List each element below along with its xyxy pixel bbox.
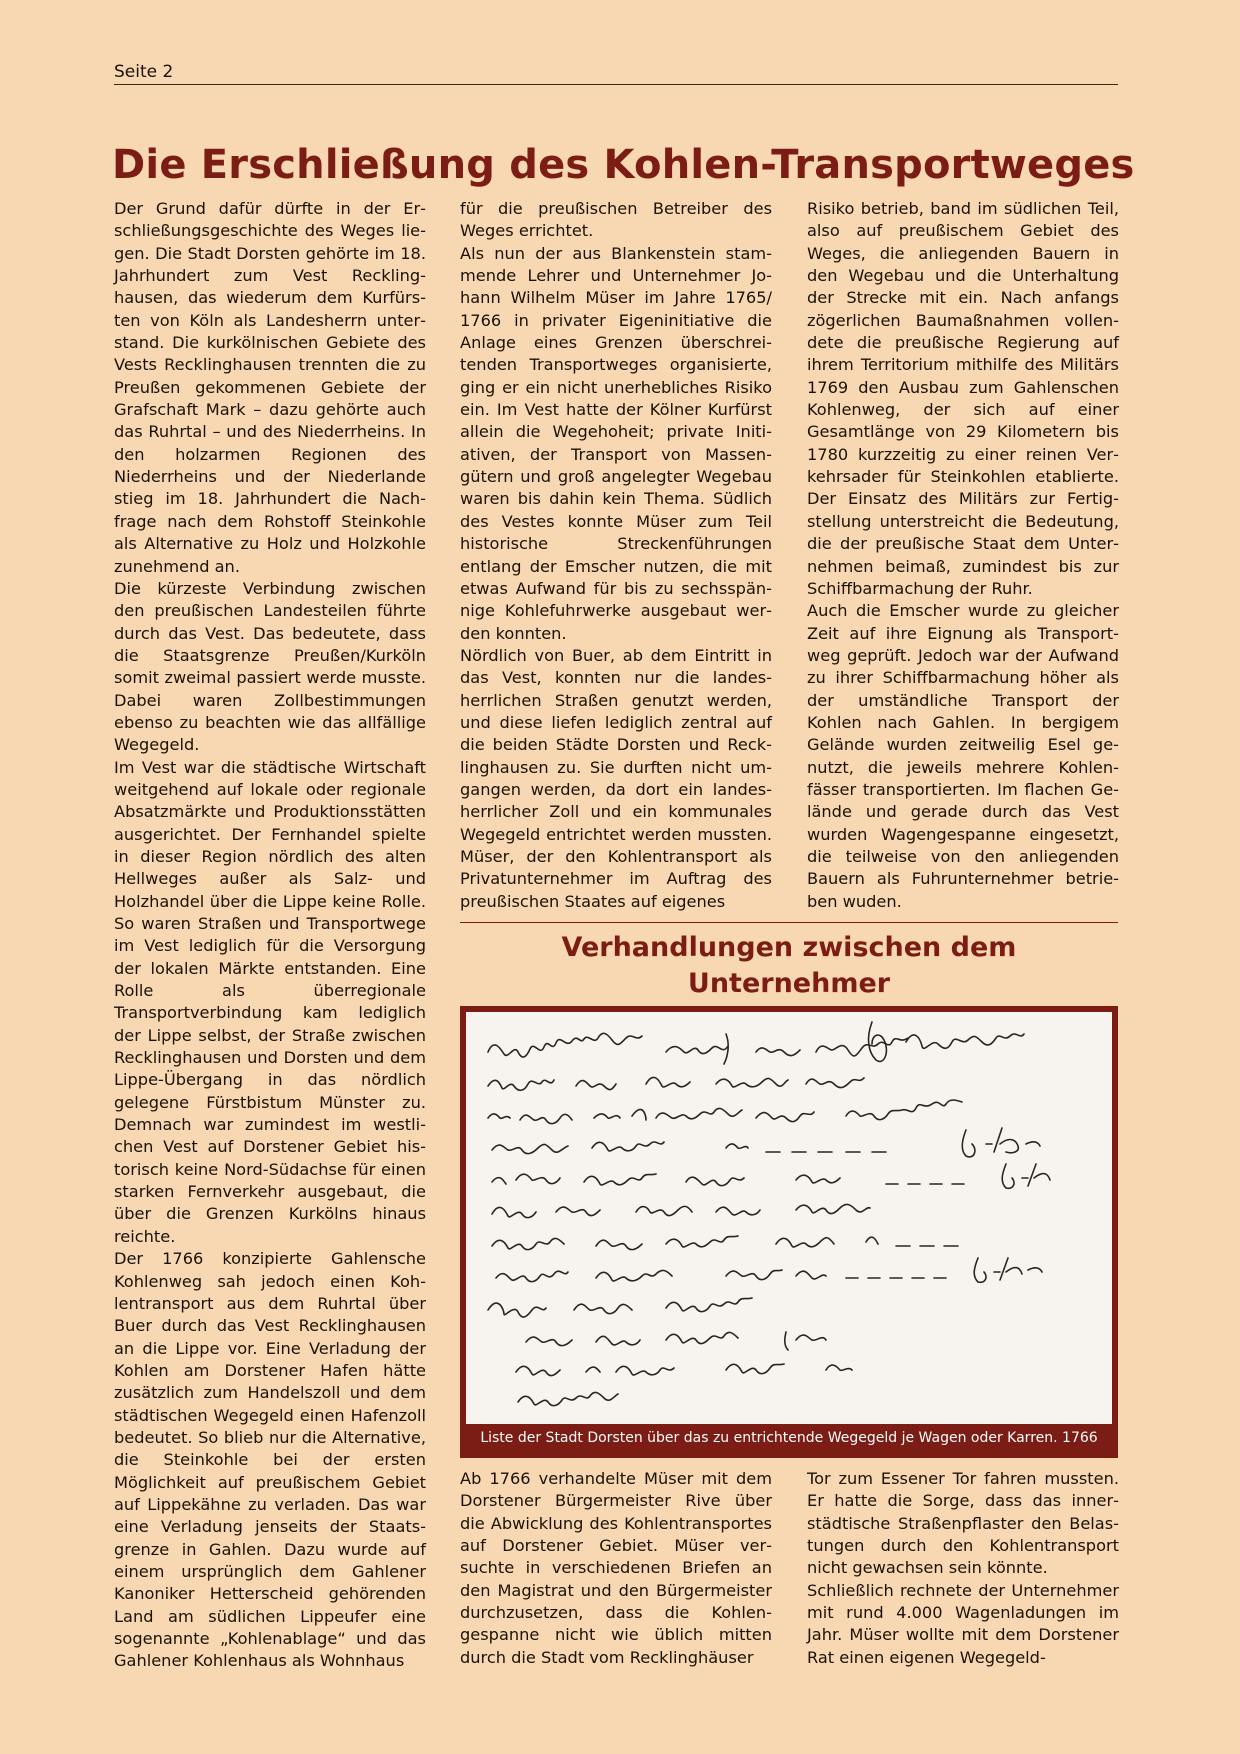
paragraph: Nördlich von Buer, ab dem Eintritt in das Vest, konnten nur die landesherrlichen Straßen genutzt werden, und diese liefen lediglich zentral auf die beiden Städte Dorsten und Recklinghausen zu. Sie durften nicht umgangen werden, da dort ein landesherrlicher Zoll und ein kommunales Wegegeld entrichtet werden mussten. Müser, der den Kohlentransport als Privatunternehmer im Auftrag des preußischen Staates auf eigenes: [460, 645, 772, 911]
section-divider: [460, 922, 1118, 923]
paragraph: Die kürzeste Verbindung zwischen den preußischen Landesteilen führte durch das Vest. Das bedeutete, dass die Staatsgrenze Preußen/Kurköln somit zweimal passiert werde musste. Dabei waren Zollbestimmungen ebenso zu beachten wie das allfällige Wegegeld.: [114, 578, 426, 755]
box-title-line-1: Verhandlungen zwischen dem Unternehmer: [561, 932, 1017, 999]
figure-caption: Liste der Stadt Dorsten über das zu entrichtende Wegegeld je Wagen oder Karren. 1766: [480, 1430, 1098, 1446]
handwritten-manuscript-image: [466, 1012, 1112, 1424]
manuscript-figure: [460, 1006, 1118, 1458]
box-column-2: [807, 1468, 1119, 1669]
paragraph: Ab 1766 verhandelte Müser mit dem Dorstener Bürgermeister Rive über die Abwicklung des Kohlentransportes auf Dorstener Gebiet. Müser versuchte in verschiedenen Briefen an den Magistrat und den Bürgermeister durchzusetzen, dass die Kohlengespanne nicht wie üblich mitten durch die Stadt vom Recklinghäuser: [460, 1469, 772, 1667]
page-number: Seite 2: [114, 62, 174, 82]
paragraph: für die preußischen Betreiber des Weges errichtet.: [460, 199, 772, 241]
paragraph: Als nun der aus Blankenstein stammende Lehrer und Unternehmer Johann Wilhelm Müser im Jahre 1765/ 1766 in privater Eigeninitiative die Anlage eines Grenzen überschreitenden Transportweges organisierte, ging er ein nicht unerhebliches Risiko ein. Im Vest hatte der Kölner Kurfürst allein die Wegehoheit; private Initiativen, der Transport von Massengütern und groß angelegter Wegebau waren bis dahin kein Thema. Südlich des Vestes konnte Müser zum Teil historische Streckenführungen entlang der Emscher nutzen, die mit etwas Aufwand für bis zu sechsspännige Kohlefuhrwerke ausgebaut werden konnten.: [460, 243, 772, 643]
article-column-3: [807, 198, 1119, 913]
page-header: [114, 62, 1118, 85]
paragraph: Risiko betrieb, band im südlichen Teil, also auf preußischem Gebiet des Weges, die anliegenden Bauern in den Wegebau und die Unterhaltung der Strecke mit ein. Nach anfangs zögerlichen Baumaßnahmen vollendete die preußische Regierung auf ihrem Territorium mithilfe des Militärs 1769 den Ausbau zum Gahlenschen Kohlenweg, der sich auf einer Gesamtlänge von 29 Kilometern bis 1780 kurzzeitig zu einer reinen Verkehrsader für Steinkohlen etablierte. Der Einsatz des Militärs zur Fertigstellung unterstreicht die Bedeutung, die der preußische Staat dem Unternehmen beimaß, zumindest bis zur Schiffbarmachung der Ruhr.: [807, 199, 1119, 598]
paragraph: Der 1766 konzipierte Gahlensche Kohlenweg sah jedoch einen Kohlentransport aus dem Ruhrtal über Buer durch das Vest Recklinghausen an die Lippe vor. Eine Verladung der Kohlen am Dorstener Hafen hätte zusätzlich zum Handelszoll und dem städtischen Wegegeld einen Hafenzoll bedeutet. So blieb nur die Alternative, die Steinkohle bei der ersten Möglichkeit auf preußischem Gebiet auf Lippekähne zu verladen. Das war eine Verladung jenseits der Staatsgrenze in Gahlen. Dazu wurde auf einem ursprünglich dem Gahlener Kanoniker Hetterscheid gehörenden Land am südlichen Lippeufer eine sogenannte „Kohlenablage“ und das Gahlener Kohlenhaus als Wohnhaus: [114, 1249, 426, 1671]
paragraph: Tor zum Essener Tor fahren mussten. Er hatte die Sorge, dass das innerstädtische Straßenpflaster den Belastungen durch den Kohlentransport nicht gewachsen sein könnte.: [807, 1469, 1119, 1578]
article-column-1: [114, 198, 426, 1673]
box-column-1: [460, 1468, 772, 1669]
paragraph: Im Vest war die städtische Wirtschaft weitgehend auf lokale oder regionale Absatzmärkte und Produktionsstätten ausgerichtet. Der Fernhandel spielte in dieser Region nördlich des alten Hellweges außer als Salz- und Holzhandel über die Lippe keine Rolle. So waren Straßen und Transportwege im Vest lediglich für die Versorgung der lokalen Märkte entstanden. Eine Rolle als überregionale Transportverbindung kam lediglich der Lippe selbst, der Straße zwischen Recklinghausen und Dorsten und dem Lippe-Übergang in das nördlich gelegene Fürstbistum Münster zu. Demnach war zumindest im westlichen Vest auf Dorstener Gebiet historisch keine Nord-Südachse für einen starken Fernverkehr ausgebaut, die über die Grenzen Kurkölns hinaus reichte.: [114, 757, 426, 1246]
paragraph: Schließlich rechnete der Unternehmer mit rund 4.000 Wagenladungen im Jahr. Müser wollte mit dem Dorstener Rat einen eigenen Wegegeld-: [807, 1580, 1119, 1667]
paragraph: Der Grund dafür dürfte in der Erschließungsgeschichte des Weges liegen. Die Stadt Dorsten gehörte im 18. Jahrhundert zum Vest Recklinghausen, das wiederum dem Kurfürsten von Köln als Landesherrn unterstand. Die kurkölnischen Gebiete des Vests Recklinghausen trennten die zu Preußen gekommenen Gebiete der Grafschaft Mark – dazu gehörte auch das Ruhrtal – und des Niederrheins. In den holzarmen Regionen des Niederrheins und der Niederlande stieg im 18. Jahrhundert die Nachfrage nach dem Rohstoff Steinkohle als Alternative zu Holz und Holzkohle zunehmend an.: [114, 199, 426, 576]
handwriting-strokes: [466, 1012, 1112, 1424]
paragraph: Auch die Emscher wurde zu gleicher Zeit auf ihre Eignung als Transportweg geprüft. Jedoch war der Aufwand zu ihrer Schiffbarmachung höher als der umständliche Transport der Kohlen nach Gahlen. In bergigem Gelände wurden zeitweilig Esel genutzt, die jeweils mehrere Kohlenfässer transportierten. Im flachen Gelände und gerade durch das Vest wurden Wagengespanne eingesetzt, die teilweise von den anliegenden Bauern als Fuhrunternehmer betrieben wuden.: [807, 601, 1119, 911]
article-column-2: [460, 198, 772, 913]
article-title: Die Erschließung des Kohlen-Transportweges: [112, 142, 1135, 188]
